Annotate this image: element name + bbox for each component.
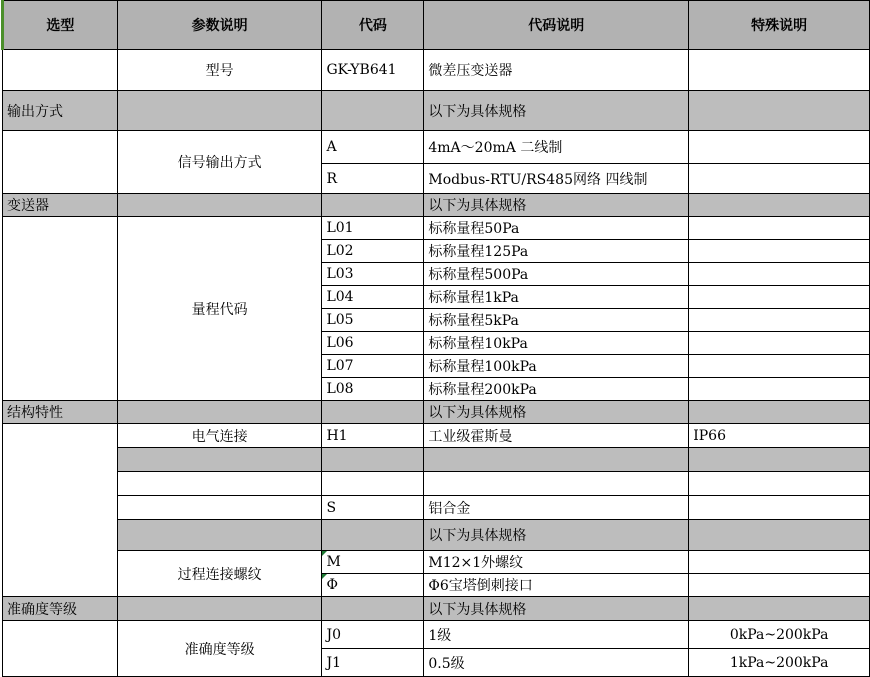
cell-empty[interactable] (689, 164, 870, 194)
desc-cell[interactable]: 标称量程5kPa (424, 309, 689, 332)
special-cell[interactable]: 0kPa~200kPa (689, 621, 870, 649)
desc-cell[interactable]: M12×1外螺纹 (424, 551, 689, 574)
cell-empty[interactable] (689, 131, 870, 164)
cell-empty[interactable] (322, 194, 424, 217)
cell-empty[interactable] (689, 286, 870, 309)
cell-empty[interactable] (689, 401, 870, 424)
desc-cell[interactable]: 标称量程1kPa (424, 286, 689, 309)
cell-empty[interactable] (689, 194, 870, 217)
special-cell[interactable]: 1kPa~200kPa (689, 649, 870, 677)
header-row (3, 1, 870, 50)
header-special-note[interactable]: 特殊说明 (689, 1, 870, 50)
cell-empty[interactable] (322, 520, 424, 551)
cell-empty[interactable] (689, 91, 870, 131)
header-code-description[interactable]: 代码说明 (424, 1, 689, 50)
range-param-cell[interactable]: 量程代码 (117, 217, 322, 401)
accuracy-param-cell[interactable]: 准确度等级 (117, 621, 322, 677)
code-cell[interactable]: L04 (322, 286, 424, 309)
section-title-transmitter[interactable]: 变送器 (3, 194, 118, 217)
section-title-accuracy[interactable]: 准确度等级 (3, 597, 118, 621)
cell-empty[interactable] (689, 50, 870, 91)
cell-empty[interactable] (117, 448, 322, 472)
model-code-cell[interactable]: GK-YB641 (322, 50, 424, 91)
code-cell[interactable]: L02 (322, 240, 424, 263)
header-selection[interactable]: 选型 (3, 1, 118, 50)
desc-cell[interactable]: 工业级霍斯曼 (424, 424, 689, 448)
desc-cell[interactable]: 标称量程100kPa (424, 355, 689, 378)
model-desc-cell[interactable]: 微差压变送器 (424, 50, 689, 91)
electrical-param-cell[interactable]: 电气连接 (117, 424, 322, 448)
cell-empty[interactable] (689, 240, 870, 263)
desc-cell[interactable]: 标称量程50Pa (424, 217, 689, 240)
table-row (3, 217, 870, 240)
cell-empty[interactable] (689, 520, 870, 551)
cell-empty[interactable] (424, 448, 689, 472)
section-title-structure[interactable]: 结构特性 (3, 401, 118, 424)
cell-empty[interactable] (689, 597, 870, 621)
table-row (3, 424, 870, 448)
code-cell[interactable]: H1 (322, 424, 424, 448)
section-row-structure (3, 401, 870, 424)
cell-empty[interactable] (689, 472, 870, 496)
code-cell[interactable]: R (322, 164, 424, 194)
cell-empty[interactable] (322, 597, 424, 621)
desc-cell[interactable]: 0.5级 (424, 649, 689, 677)
desc-cell[interactable]: 标称量程200kPa (424, 378, 689, 401)
special-cell[interactable]: IP66 (689, 424, 870, 448)
section-note[interactable]: 以下为具体规格 (424, 194, 689, 217)
section-row-output (3, 91, 870, 131)
cell-empty[interactable] (689, 551, 870, 574)
cell-empty[interactable] (689, 332, 870, 355)
section-row-transmitter (3, 194, 870, 217)
shaded-row (3, 448, 870, 472)
cell-empty[interactable] (689, 217, 870, 240)
section-row-accuracy (3, 597, 870, 621)
code-cell[interactable]: A (322, 131, 424, 164)
code-cell[interactable]: L06 (322, 332, 424, 355)
cell-empty[interactable] (117, 401, 322, 424)
code-cell[interactable]: L03 (322, 263, 424, 286)
table-row (3, 621, 870, 649)
cell-empty[interactable] (689, 448, 870, 472)
cell-empty[interactable] (3, 50, 118, 91)
table-row (3, 551, 870, 574)
cell-empty[interactable] (117, 520, 322, 551)
code-cell[interactable]: J1 (322, 649, 424, 677)
header-code[interactable]: 代码 (322, 1, 424, 50)
desc-cell[interactable]: 标称量程500Pa (424, 263, 689, 286)
cell-empty[interactable] (3, 424, 118, 597)
desc-cell[interactable]: Modbus-RTU/RS485网络 四线制 (424, 164, 689, 194)
cell-empty[interactable] (424, 472, 689, 496)
code-cell[interactable]: L07 (322, 355, 424, 378)
section-note[interactable]: 以下为具体规格 (424, 91, 689, 131)
cell-empty[interactable] (117, 496, 322, 520)
cell-empty[interactable] (689, 309, 870, 332)
desc-cell[interactable]: 1级 (424, 621, 689, 649)
table-row (3, 496, 870, 520)
model-param-cell[interactable]: 型号 (117, 50, 322, 91)
section-title-output[interactable]: 输出方式 (3, 91, 118, 131)
cell-empty[interactable] (117, 597, 322, 621)
desc-cell[interactable]: 标称量程10kPa (424, 332, 689, 355)
desc-cell[interactable]: 4mA～20mA 二线制 (424, 131, 689, 164)
code-cell[interactable]: J0 (322, 621, 424, 649)
code-cell[interactable]: L05 (322, 309, 424, 332)
code-cell[interactable]: S (322, 496, 424, 520)
section-note[interactable]: 以下为具体规格 (424, 401, 689, 424)
cell-empty[interactable] (322, 472, 424, 496)
cell-empty[interactable] (3, 217, 118, 401)
cell-empty[interactable] (322, 401, 424, 424)
desc-cell[interactable]: 铝合金 (424, 496, 689, 520)
cell-empty[interactable] (322, 448, 424, 472)
section-note[interactable]: 以下为具体规格 (424, 520, 689, 551)
desc-cell[interactable]: Φ6宝塔倒刺接口 (424, 574, 689, 597)
spec-table (1, 0, 870, 677)
cell-empty[interactable] (689, 496, 870, 520)
cell-empty[interactable] (117, 472, 322, 496)
shaded-row (3, 520, 870, 551)
cell-empty[interactable] (322, 91, 424, 131)
header-parameter[interactable]: 参数说明 (117, 1, 322, 50)
cell-empty[interactable] (689, 355, 870, 378)
code-cell[interactable]: L01 (322, 217, 424, 240)
code-cell[interactable]: L08 (322, 378, 424, 401)
code-cell[interactable]: Φ (322, 574, 424, 597)
process-param-cell[interactable]: 过程连接螺纹 (117, 551, 322, 597)
table-row (3, 50, 870, 91)
cell-empty[interactable] (689, 263, 870, 286)
output-param-cell[interactable]: 信号输出方式 (117, 131, 322, 194)
cell-empty[interactable] (117, 91, 322, 131)
cell-empty[interactable] (3, 621, 118, 677)
desc-cell[interactable]: 标称量程125Pa (424, 240, 689, 263)
code-cell[interactable]: M (322, 551, 424, 574)
section-note[interactable]: 以下为具体规格 (424, 597, 689, 621)
table-row (3, 472, 870, 496)
cell-empty[interactable] (689, 574, 870, 597)
cell-empty[interactable] (689, 378, 870, 401)
table-row (3, 131, 870, 164)
cell-empty[interactable] (3, 131, 118, 194)
cell-empty[interactable] (117, 194, 322, 217)
